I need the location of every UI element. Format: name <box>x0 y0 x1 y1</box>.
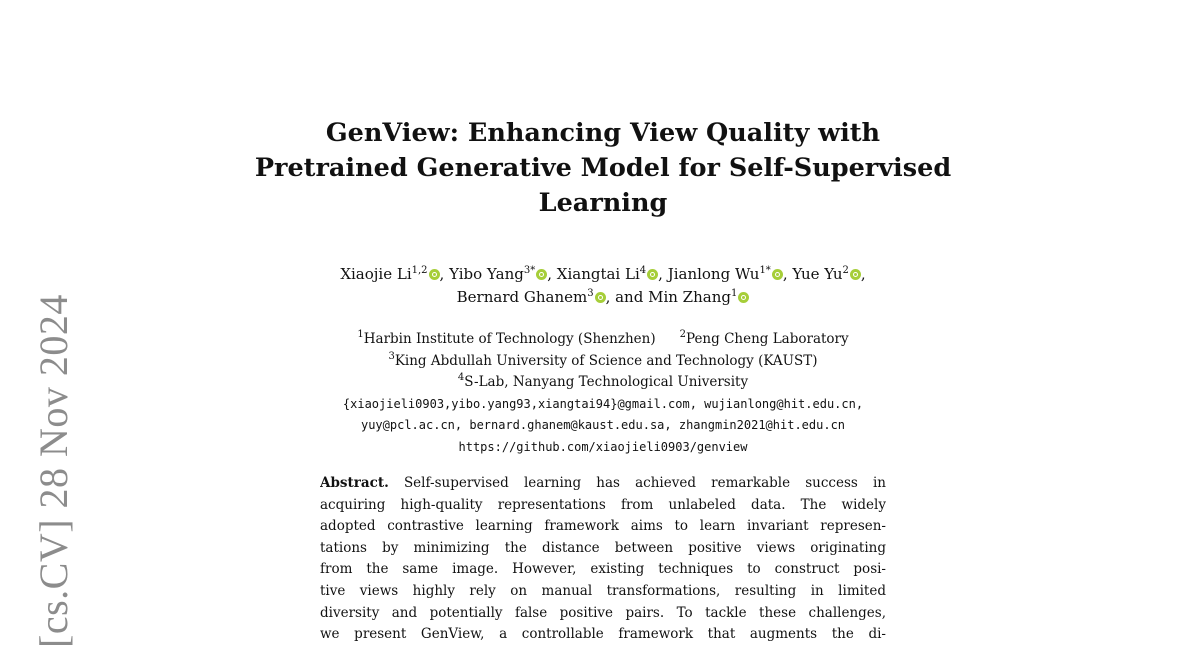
affiliation-line-2 <box>200 351 1006 373</box>
orcid-icon[interactable] <box>738 292 749 303</box>
abstract-line: from the same image. However, existing techniques to construct posi- <box>320 561 886 578</box>
abstract-line: tive views highly rely on manual transformations, resulting in limited <box>320 582 886 599</box>
author-affil-sup: 3 <box>587 288 594 299</box>
arxiv-side-stamp <box>22 294 82 648</box>
affiliations <box>200 329 1006 458</box>
abstract-line: diversity and potentially false positive pairs. To tackle these challenges, <box>320 604 886 621</box>
affil-sup: 1 <box>357 329 364 340</box>
author-separator: , <box>782 265 793 283</box>
affiliation-kaust: King Abdullah University of Science and Technology (KAUST) <box>394 352 818 369</box>
author-separator: , <box>860 265 866 283</box>
author-name: Xiangtai Li <box>556 265 640 283</box>
affiliation-line-3 <box>200 372 1006 394</box>
abstract-line-1 <box>320 473 886 495</box>
author-affil-sup: 3* <box>523 265 536 276</box>
arxiv-stamp-text: [cs.CV] 28 Nov 2024 <box>31 294 76 648</box>
orcid-icon[interactable] <box>429 269 440 280</box>
abstract-label: Abstract. <box>320 475 389 491</box>
author-affil-sup: 1 <box>730 288 738 299</box>
project-url-link[interactable]: https://github.com/xiaojieli0903/genview <box>458 439 748 454</box>
author-list <box>200 263 1006 309</box>
email-line-2: yuy@pcl.ac.cn, bernard.ghanem@kaust.edu.sa, zhangmin2021@hit.edu.cn <box>360 418 846 432</box>
abstract-line: tations by minimizing the distance between positive views originating <box>320 539 886 556</box>
affil-sup: 2 <box>679 329 686 340</box>
author-affil-sup: 1,2 <box>411 265 428 276</box>
paper-title <box>200 116 1006 221</box>
abstract-first-text: Self-supervised learning has achieved remarkable success in <box>403 475 886 491</box>
orcid-icon[interactable] <box>536 269 547 280</box>
email-line-1: {xiaojieli0903,yibo.yang93,xiangtai94}@gmail.com, wujianlong@hit.edu.cn, <box>342 396 864 411</box>
author-name: Min Zhang <box>648 288 731 306</box>
orcid-icon[interactable] <box>647 269 658 280</box>
author-name: Bernard Ghanem <box>456 288 588 306</box>
author-name: Xiaojie Li <box>340 265 412 283</box>
affiliation-line-1 <box>200 329 1006 351</box>
author-separator: , <box>439 265 450 283</box>
abstract-line: we present GenView, a controllable framework that augments the di- <box>320 626 886 643</box>
author-separator: , <box>547 265 557 283</box>
author-line-2 <box>200 286 1006 309</box>
title-line-2: Pretrained Generative Model for Self-Supervised <box>254 153 952 183</box>
title-line-1: GenView: Enhancing View Quality with <box>325 118 881 148</box>
orcid-icon[interactable] <box>772 269 783 280</box>
orcid-icon[interactable] <box>850 269 861 280</box>
affiliation-pcl: Peng Cheng Laboratory <box>685 331 849 347</box>
author-affil-sup: 4 <box>639 265 647 276</box>
author-line-1 <box>200 263 1006 286</box>
affil-sup: 3 <box>388 350 395 362</box>
abstract <box>320 473 886 646</box>
author-name: Yibo Yang <box>449 265 524 283</box>
author-name: Yue Yu <box>792 265 843 283</box>
author-separator: , and <box>605 288 649 306</box>
affiliation-ntu: S-Lab, Nanyang Technological University <box>464 374 749 390</box>
orcid-icon[interactable] <box>595 292 606 303</box>
author-name: Jianlong Wu <box>667 265 760 283</box>
abstract-line: adopted contrastive learning framework aims to learn invariant represen- <box>320 518 886 535</box>
affiliation-hit: Harbin Institute of Technology (Shenzhen) <box>363 331 656 347</box>
author-affil-sup: 1* <box>759 265 771 276</box>
title-line-3: Learning <box>538 188 668 218</box>
author-separator: , <box>658 265 668 283</box>
abstract-line: acquiring high-quality representations from unlabeled data. The widely <box>320 496 886 513</box>
affil-sup: 4 <box>457 372 465 383</box>
author-affil-sup: 2 <box>842 265 849 276</box>
